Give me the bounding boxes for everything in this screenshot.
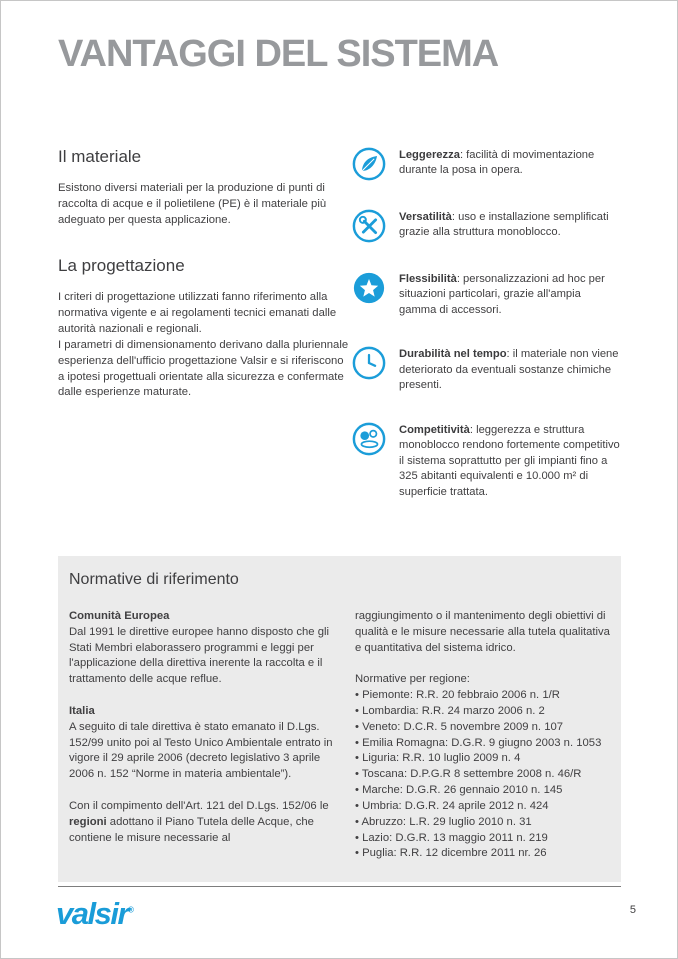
main-columns xyxy=(58,147,621,528)
section-heading-material: Il materiale xyxy=(58,147,142,166)
feature-text: Leggerezza: facilità di movimentazione durante la posa in opera. xyxy=(399,149,595,177)
region-list-item: • Veneto: D.C.R. 5 novembre 2009 n. 107 xyxy=(355,720,611,736)
normative-right-column xyxy=(355,609,611,862)
design-paragraph-part2: I parametri di dimensionamento derivano dalla pluriennale esperienza dell'ufficio progettazione Valsir e si riferiscono a ipotesi progettuali orientate alla sicurezza e confermate dalle esperienze maturate. xyxy=(58,338,349,399)
normative-left-column xyxy=(69,609,335,862)
star-icon xyxy=(352,271,386,305)
italy-heading: Italia xyxy=(69,705,95,718)
design-paragraph-part1: I criteri di progettazione utilizzati fanno riferimento alla normativa vigente e ai regolamenti tecnici emanati dalle autorità nazionali e regionali. xyxy=(58,291,337,336)
feature-item xyxy=(352,346,621,393)
region-list-heading: Normative per regione: xyxy=(355,673,470,686)
material-paragraph: Esistono diversi materiali per la produzione di punti di raccolta di acque e il polietilene (PE) è il materiale più adeguato per questa applicazione. xyxy=(58,182,327,226)
region-list-item: • Liguria: R.R. 10 luglio 2009 n. 4 xyxy=(355,751,611,767)
features-column xyxy=(352,147,621,528)
region-list-item: • Lombardia: R.R. 24 marzo 2006 n. 2 xyxy=(355,704,611,720)
brand-wordmark: valsir xyxy=(56,896,129,931)
feature-item xyxy=(352,209,621,243)
feature-text: Versatilità: uso e installazione semplificati grazie alla struttura monoblocco. xyxy=(399,211,609,239)
page-number: 5 xyxy=(629,904,636,916)
feather-icon xyxy=(352,147,386,181)
eu-heading: Comunità Europea xyxy=(69,609,170,622)
feature-text: Durabilità nel tempo: il materiale non viene deteriorato da eventuali sostanze chimiche presenti. xyxy=(399,348,619,392)
italy-paragraph: A seguito di tale direttiva è stato emanato il D.Lgs. 152/99 unito poi al Testo Unico Ambientale entrato in vigore il 29 aprile 2006 (decreto legislativo 3 aprile 2006 n. 152 “Norme in materia ambientale”). xyxy=(69,720,333,781)
normative-columns xyxy=(69,609,611,862)
valsir-logo xyxy=(56,896,134,932)
normative-heading: Normative di riferimento xyxy=(69,570,239,588)
region-list-item: • Toscana: D.P.G.R 8 settembre 2008 n. 46/R xyxy=(355,767,611,783)
feature-item xyxy=(352,422,621,500)
region-list-item: • Emilia Romagna: D.G.R. 9 giugno 2003 n. 1053 xyxy=(355,736,611,752)
region-list-item: • Abruzzo: L.R. 29 luglio 2010 n. 31 xyxy=(355,815,611,831)
section-heading-design: La progettazione xyxy=(58,256,185,276)
region-list-item: • Lazio: D.G.R. 13 maggio 2011 n. 219 xyxy=(355,831,611,847)
coins-icon xyxy=(352,422,386,456)
feature-text: Competitività: leggerezza e struttura monoblocco rendono fortemente competitivo il sistema soprattutto per gli impianti fino a 325 abitanti equivalenti e 10.000 m² di superficie trattata. xyxy=(399,423,620,498)
region-list xyxy=(355,688,611,862)
region-list-item: • Marche: D.G.R. 26 gennaio 2010 n. 145 xyxy=(355,783,611,799)
feature-text: Flessibilità: personalizzazioni ad hoc per situazioni particolari, grazie all'ampia gamma di accessori. xyxy=(399,273,605,316)
region-list-item: • Puglia: R.R. 12 dicembre 2011 nr. 26 xyxy=(355,846,611,862)
text-column xyxy=(58,147,352,528)
right-intro-paragraph: raggiungimento o il mantenimento degli obiettivi di qualità e le misure necessarie alla tutela qualitativa e quantitativa del sistema idrico. xyxy=(355,609,610,654)
feature-item xyxy=(352,271,621,318)
eu-paragraph: Dal 1991 le direttive europee hanno disposto che gli Stati Membri elaborassero programmi e leggi per l'applicazione della direttiva inerente la raccolta e il trattamento delle acque reflue. xyxy=(69,625,330,686)
region-list-item: • Piemonte: R.R. 20 febbraio 2006 n. 1/R xyxy=(355,688,611,704)
normative-panel xyxy=(58,556,621,882)
art-paragraph: Con il compimento dell'Art. 121 del D.Lgs. 152/06 le regioni adottano il Piano Tutela delle Acque, che contiene le misure necessarie al xyxy=(69,800,329,844)
footer-divider xyxy=(58,886,621,887)
region-list-item: • Umbria: D.G.R. 24 aprile 2012 n. 424 xyxy=(355,799,611,815)
tools-icon xyxy=(352,209,386,243)
page-title: VANTAGGI DEL SISTEMA xyxy=(58,33,499,75)
feature-item xyxy=(352,147,621,181)
registered-mark: ® xyxy=(128,905,134,915)
clock-icon xyxy=(352,346,386,380)
design-paragraph xyxy=(58,290,352,401)
